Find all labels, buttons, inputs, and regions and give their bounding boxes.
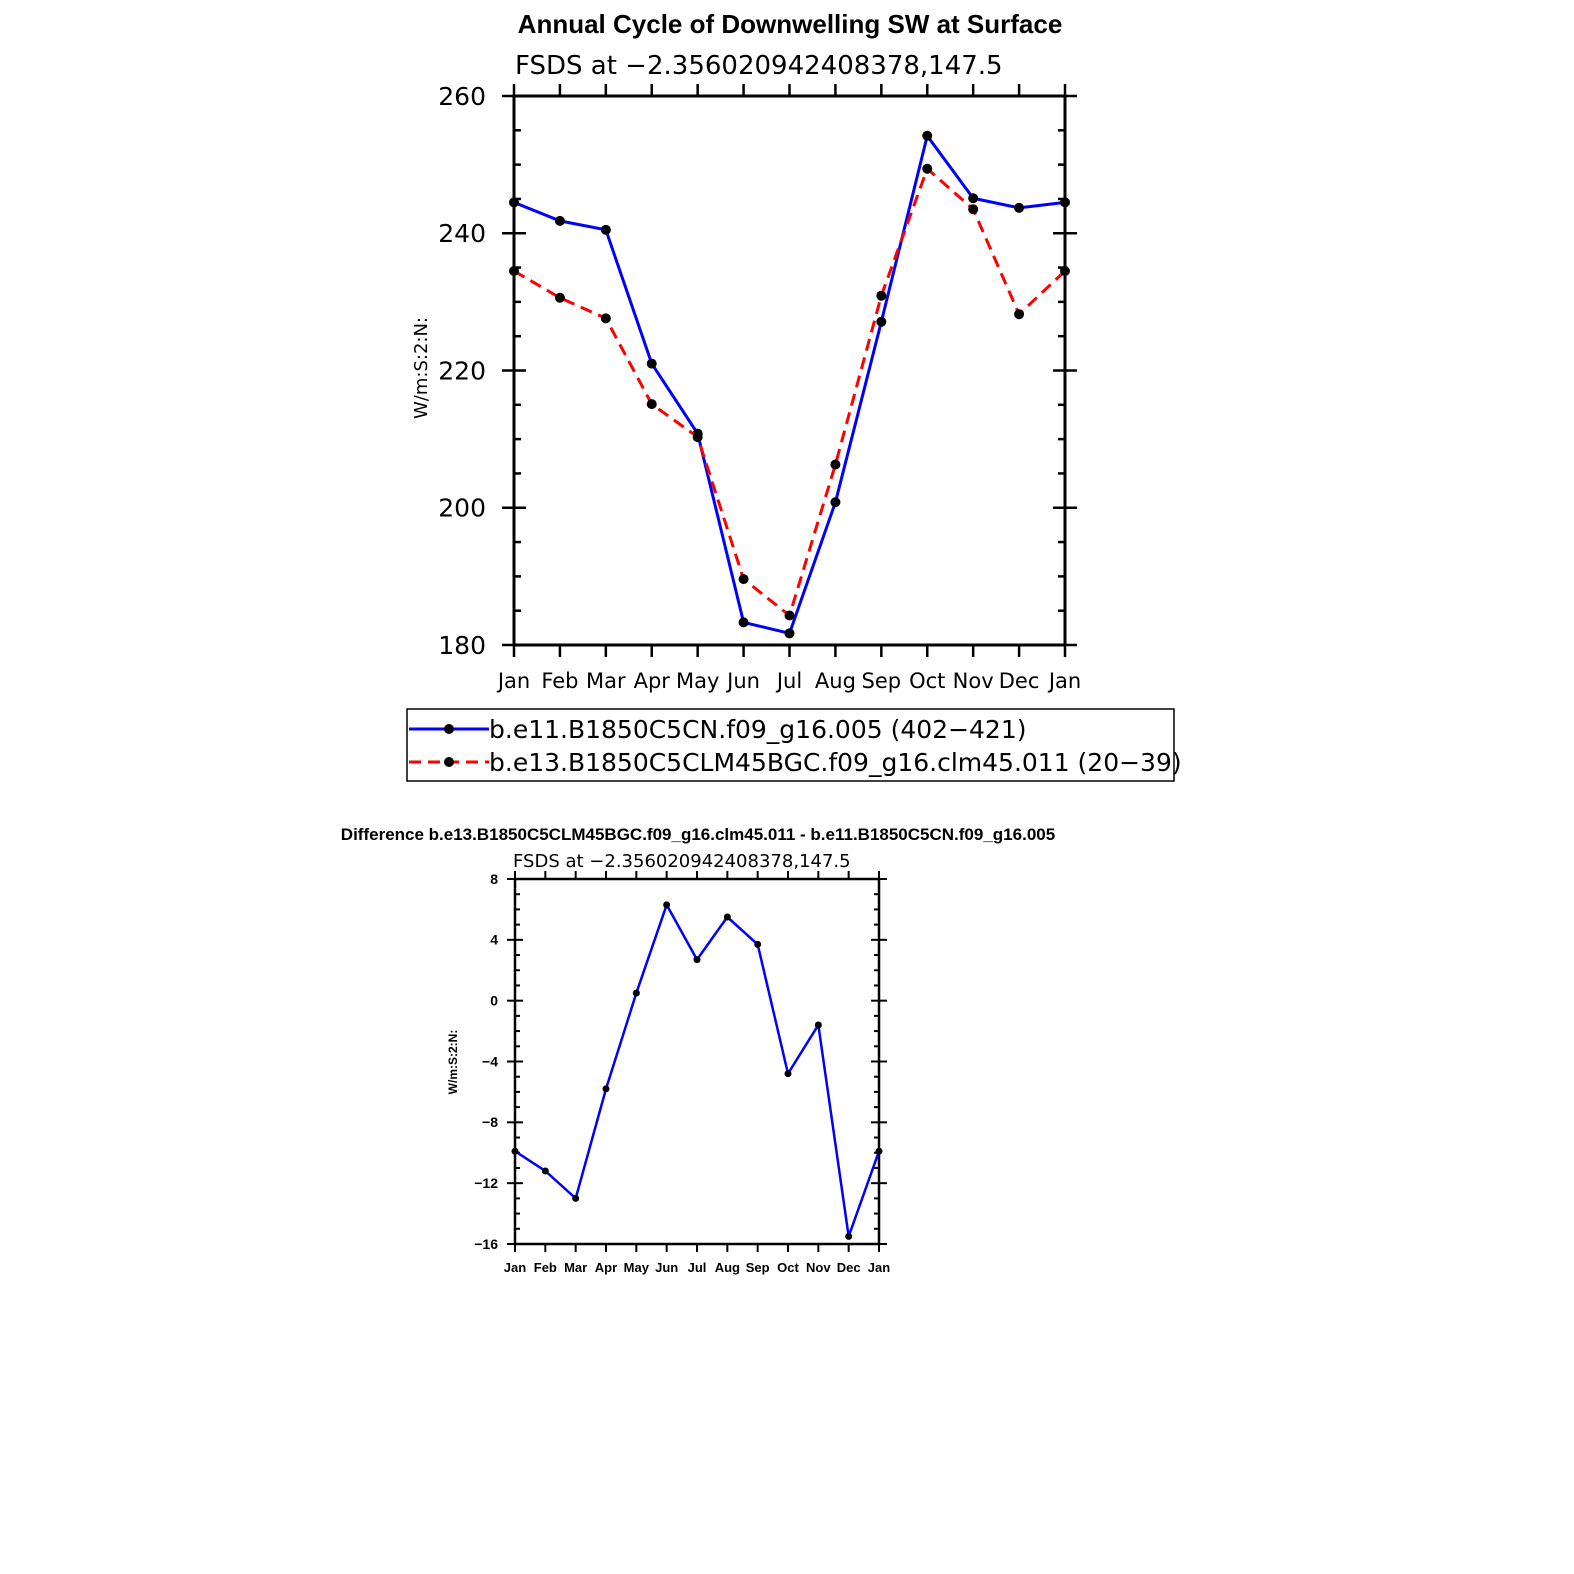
data-point [845,1233,852,1240]
data-point [555,293,565,303]
x-tick-label: Dec [998,669,1040,693]
data-point [555,216,565,226]
series-line-1 [514,136,1065,634]
data-point [968,204,978,214]
data-point [785,1070,792,1077]
data-point [739,574,749,584]
data-point [1060,197,1070,207]
data-point [830,460,840,470]
x-tick-label: Jul [776,669,803,693]
y-tick-label: 240 [438,219,486,248]
y-tick-label: −4 [482,1053,498,1070]
x-tick-label: Sep [861,669,902,693]
data-point [647,399,657,409]
data-point [1060,266,1070,276]
chart1-y-tick-labels [438,82,486,660]
data-point [785,628,795,638]
data-point [601,225,611,235]
data-point [739,617,749,627]
data-point [693,432,703,442]
y-tick-label: 180 [438,630,486,660]
x-tick-label: Aug [814,669,856,693]
data-point [633,990,640,997]
x-tick-label: Jan [503,1260,527,1275]
chart1-legend [407,709,1182,781]
x-tick-label: Oct [777,1260,799,1275]
y-tick-label: −8 [482,1114,498,1131]
y-tick-label: 260 [438,81,486,111]
data-point [815,1022,822,1029]
x-tick-label: Mar [586,669,626,693]
x-tick-label: Jun [655,1260,679,1275]
x-tick-label: Aug [714,1260,740,1275]
y-tick-label: 220 [438,356,486,386]
legend-label-1: b.e11.B1850C5CN.f09_g16.005 (402−421) [489,715,1027,744]
data-point [922,131,932,141]
chart1-plot-area [502,84,1077,657]
x-tick-label: Jun [727,669,760,693]
data-point [724,914,731,921]
data-point [512,1148,519,1155]
data-point [922,164,932,174]
x-tick-label: May [675,669,720,693]
x-tick-label: Jan [1048,669,1082,693]
legend-marker-1 [444,724,454,734]
series-line-1 [515,905,879,1237]
x-tick-label: Jan [867,1260,891,1275]
data-point [876,317,886,327]
chart1-x-tick-labels [496,669,1081,693]
chart2-x-tick-labels [504,1260,890,1275]
chart2-series [512,901,883,1240]
y-tick-label: −12 [474,1175,498,1192]
data-point [694,956,701,963]
data-point [572,1195,579,1202]
y-tick-label: 8 [490,870,498,887]
data-point [754,941,761,948]
data-point [509,266,519,276]
x-tick-label: Mar [564,1260,588,1275]
chart2-plot-area [507,871,887,1252]
data-point [876,1148,883,1155]
series-line-2 [514,169,1065,616]
data-point [647,359,657,369]
x-tick-label: Nov [806,1260,831,1275]
x-tick-label: Sep [745,1260,770,1275]
data-point [968,193,978,203]
x-tick-label: Nov [952,669,994,693]
chart1-title: Annual Cycle of Downwelling SW at Surface [517,9,1063,39]
y-tick-label: −16 [474,1235,498,1252]
data-point [601,313,611,323]
x-tick-label: Dec [836,1260,861,1275]
data-point [830,497,840,507]
data-point [876,291,886,301]
y-tick-label: 0 [490,992,498,1009]
x-tick-label: Oct [909,669,946,693]
data-point [663,901,670,908]
x-tick-label: Apr [633,669,670,693]
x-tick-label: Feb [541,669,579,693]
plot-frame [514,96,1065,645]
data-point [1014,309,1024,319]
x-tick-label: Jul [687,1260,707,1275]
chart1-series [509,131,1070,639]
y-tick-label: 4 [490,931,498,948]
legend-marker-2 [444,757,454,767]
data-point [542,1168,549,1175]
data-point [785,610,795,620]
data-point [1014,203,1024,213]
data-point [509,197,519,207]
chart2-subtitle: FSDS at −2.356020942408378,147.5 [513,851,851,872]
chart1-subtitle: FSDS at −2.356020942408378,147.5 [515,51,1003,81]
x-tick-label: Feb [533,1260,557,1275]
x-tick-label: Jan [497,669,531,693]
chart2-y-tick-labels [474,871,498,1252]
data-point [603,1085,610,1092]
chart2-title: Difference b.e13.B1850C5CLM45BGC.f09_g16.clm45.011 - b.e11.B1850C5CN.f09_g16.005 [340,825,1056,844]
x-tick-label: Apr [594,1260,618,1275]
chart2-ylabel: W/m:S:2:N: [446,1029,460,1095]
y-tick-label: 200 [438,493,486,523]
x-tick-label: May [623,1260,649,1275]
chart1-ylabel: W/m:S:2:N: [411,317,432,419]
legend-label-2: b.e13.B1850C5CLM45BGC.f09_g16.clm45.011 (20−39) [489,748,1182,777]
